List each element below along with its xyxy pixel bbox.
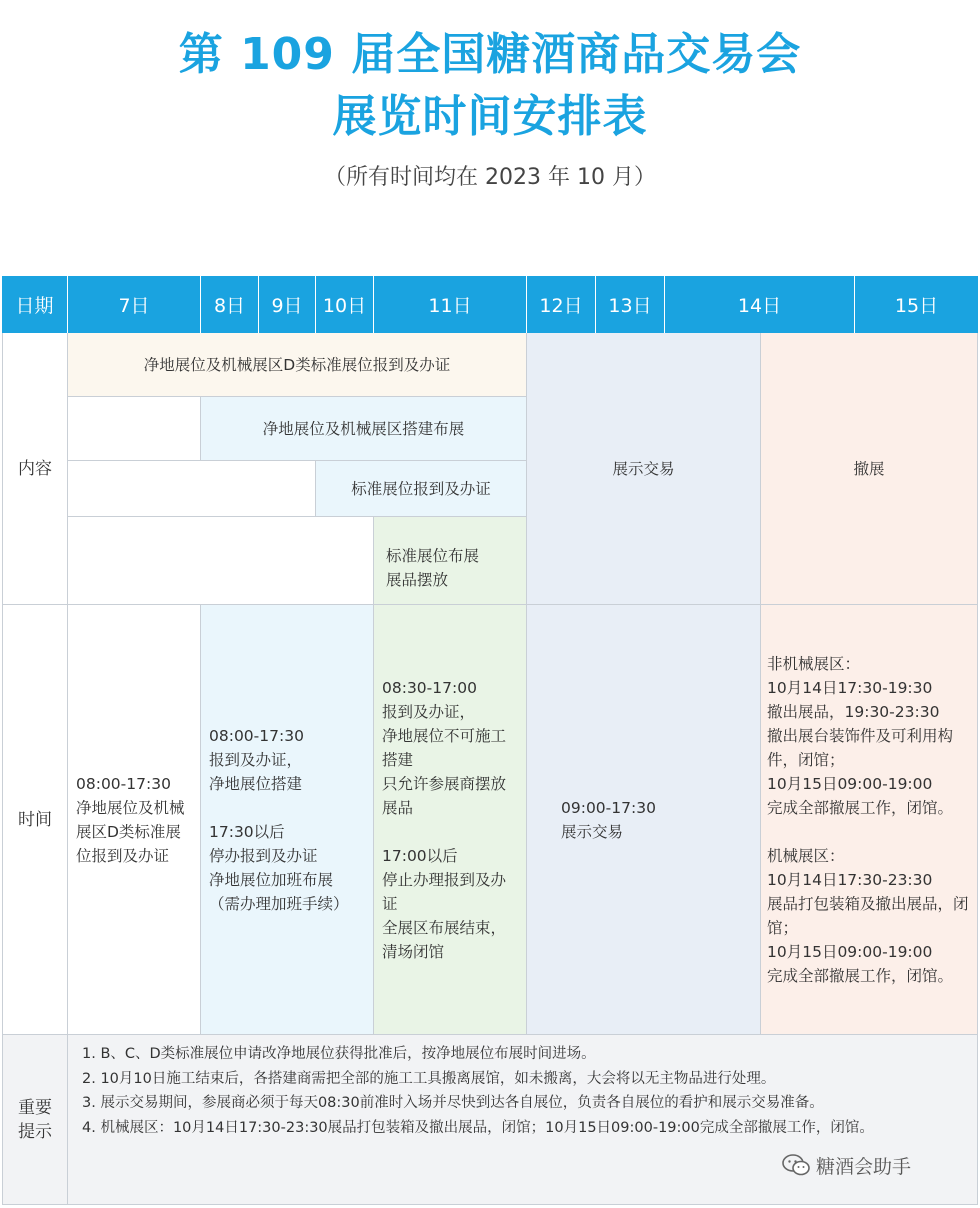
row-label-time: 时间 <box>2 605 68 1035</box>
row-label-notes: 重要 提示 <box>2 1035 68 1205</box>
wechat-icon <box>782 1154 810 1176</box>
date-note: （所有时间均在 2023 年 10 月） <box>324 165 656 190</box>
page-subtitle-title: 展览时间安排表 <box>332 91 648 142</box>
header-date-label: 日期 <box>2 276 68 333</box>
header-day-14: 14日 <box>665 276 855 333</box>
content-checkin-net: 净地展位及机械展区D类标准展位报到及办证 <box>68 333 527 397</box>
time-day-7: 08:00-17:30 净地展位及机械展区D类标准展位报到及办证 <box>68 605 201 1035</box>
content-build-net: 净地展位及机械展区搭建布展 <box>201 397 527 461</box>
row-label-content: 内容 <box>2 333 68 605</box>
content-std-build: 标准展位布展 展品摆放 <box>374 517 527 605</box>
time-day-12-14: 09:00-17:30 展示交易 <box>527 605 761 1035</box>
note-item: 4. 机械展区：10月14日17:30-23:30展品打包装箱及撤出展品，闭馆；10月15日09:00-19:00完成全部撤展工作，闭馆。 <box>82 1119 874 1136</box>
time-day-11: 08:30-17:00 报到及办证， 净地展位不可施工搭建 只允许参展商摆放展品 17:00以后 停止办理报到及办证 全展区布展结束， 清场闭馆 <box>374 605 527 1035</box>
content-exhibit: 展示交易 <box>527 333 761 605</box>
content-empty-cell <box>68 461 316 517</box>
page-title: 第 109 届全国糖酒商品交易会 <box>178 29 802 80</box>
content-empty-cell <box>68 397 201 461</box>
note-item: 2. 10月10日施工结束后，各搭建商需把全部的施工工具搬离展馆，如未搬离，大会将以无主物品进行处理。 <box>82 1070 776 1087</box>
watermark <box>782 1150 962 1180</box>
header-day-9: 9日 <box>259 276 316 333</box>
header-day-7: 7日 <box>68 276 201 333</box>
note-item: 3. 展示交易期间，参展商必须于每天08:30前准时入场并尽快到达各自展位，负责各自展位的看护和展示交易准备。 <box>82 1095 824 1111</box>
note-item: 1. B、C、D类标准展位申请改净地展位获得批准后，按净地展位布展时间进场。 <box>82 1046 596 1062</box>
header-day-12: 12日 <box>527 276 596 333</box>
time-day-15: 非机械展区： 10月14日17:30-19:30 撤出展品，19:30-23:30 撤出展台装饰件及可利用构件，闭馆； 10月15日09:00-19:00 完成全部撤展工作，闭馆。 机械展区： 10月14日17:30-23:30 展品打包装箱及撤出展品，闭馆； 10月15日09:00-19:00 完成全部撤展工作，闭馆。 <box>761 605 978 1035</box>
content-empty-cell <box>68 517 374 605</box>
header-day-15: 15日 <box>855 276 978 333</box>
time-day-8-10: 08:00-17:30 报到及办证， 净地展位搭建 17:30以后 停办报到及办证 净地展位加班布展 （需办理加班手续） <box>201 605 374 1035</box>
header-day-13: 13日 <box>596 276 665 333</box>
content-teardown: 撤展 <box>761 333 978 605</box>
header-day-8: 8日 <box>201 276 259 333</box>
header-day-10: 10日 <box>316 276 374 333</box>
header-day-11: 11日 <box>374 276 527 333</box>
content-checkin-std: 标准展位报到及办证 <box>316 461 527 517</box>
watermark-text: 糖酒会助手 <box>816 1155 912 1178</box>
